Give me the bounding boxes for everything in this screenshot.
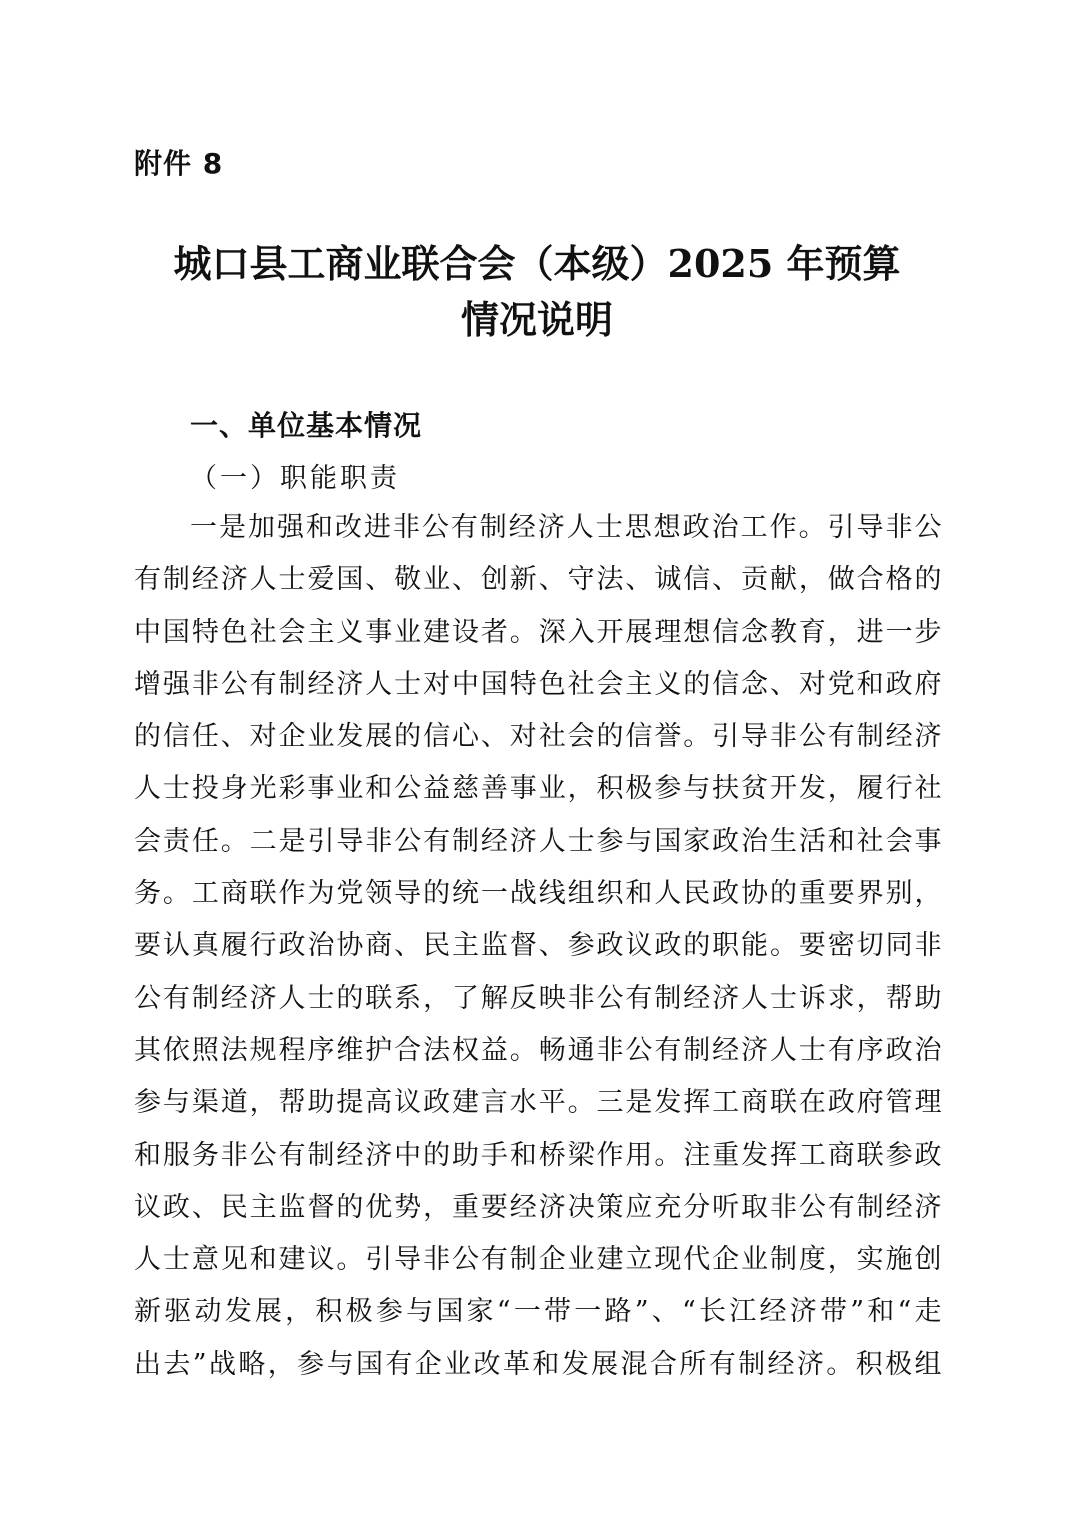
paragraph-line: 新驱动发展，积极参与国家“一带一路”、“长江经济带”和“走 bbox=[134, 1296, 942, 1328]
section-heading: 一、单位基本情况 bbox=[190, 409, 423, 442]
body-paragraph bbox=[134, 502, 942, 1391]
paragraph-line: 参与渠道，帮助提高议政建言水平。三是发挥工商联在政府管理 bbox=[134, 1087, 942, 1119]
paragraph-line: 其依照法规程序维护合法权益。畅通非公有制经济人士有序政治 bbox=[134, 1034, 942, 1066]
paragraph-line: 人士意见和建议。引导非公有制企业建立现代企业制度，实施创 bbox=[134, 1244, 942, 1276]
document-title-line: 城口县工商业联合会（本级）2025 年预算 bbox=[173, 241, 901, 286]
document-title bbox=[100, 236, 974, 348]
paragraph-line: 议政、民主监督的优势，重要经济决策应充分听取非公有制经济 bbox=[134, 1191, 942, 1223]
paragraph-line: 务。工商联作为党领导的统一战线组织和人民政协的重要界别， bbox=[134, 878, 942, 910]
document-title-line: 情况说明 bbox=[460, 297, 613, 342]
paragraph-line: 公有制经济人士的联系，了解反映非公有制经济人士诉求，帮助 bbox=[134, 982, 942, 1014]
paragraph-line: 有制经济人士爱国、敬业、创新、守法、诚信、贡献，做合格的 bbox=[134, 564, 942, 596]
paragraph-line: 人士投身光彩事业和公益慈善事业，积极参与扶贫开发，履行社 bbox=[134, 773, 942, 805]
paragraph-line: 增强非公有制经济人士对中国特色社会主义的信念、对党和政府 bbox=[134, 668, 942, 700]
sub-heading: （一）职能职责 bbox=[190, 463, 400, 494]
attachment-label: 附件 8 bbox=[134, 147, 224, 180]
paragraph-line: 的信任、对企业发展的信心、对社会的信誉。引导非公有制经济 bbox=[134, 721, 942, 753]
paragraph-line: 出去”战略，参与国有企业改革和发展混合所有制经济。积极组 bbox=[134, 1348, 942, 1380]
paragraph-line: 和服务非公有制经济中的助手和桥梁作用。注重发挥工商联参政 bbox=[134, 1139, 942, 1171]
paragraph-line: 会责任。二是引导非公有制经济人士参与国家政治生活和社会事 bbox=[134, 825, 942, 857]
paragraph-line: 中国特色社会主义事业建设者。深入开展理想信念教育，进一步 bbox=[134, 616, 942, 648]
paragraph-line: 要认真履行政治协商、民主监督、参政议政的职能。要密切同非 bbox=[134, 930, 942, 962]
paragraph-line: 一是加强和改进非公有制经济人士思想政治工作。引导非公 bbox=[190, 512, 942, 543]
